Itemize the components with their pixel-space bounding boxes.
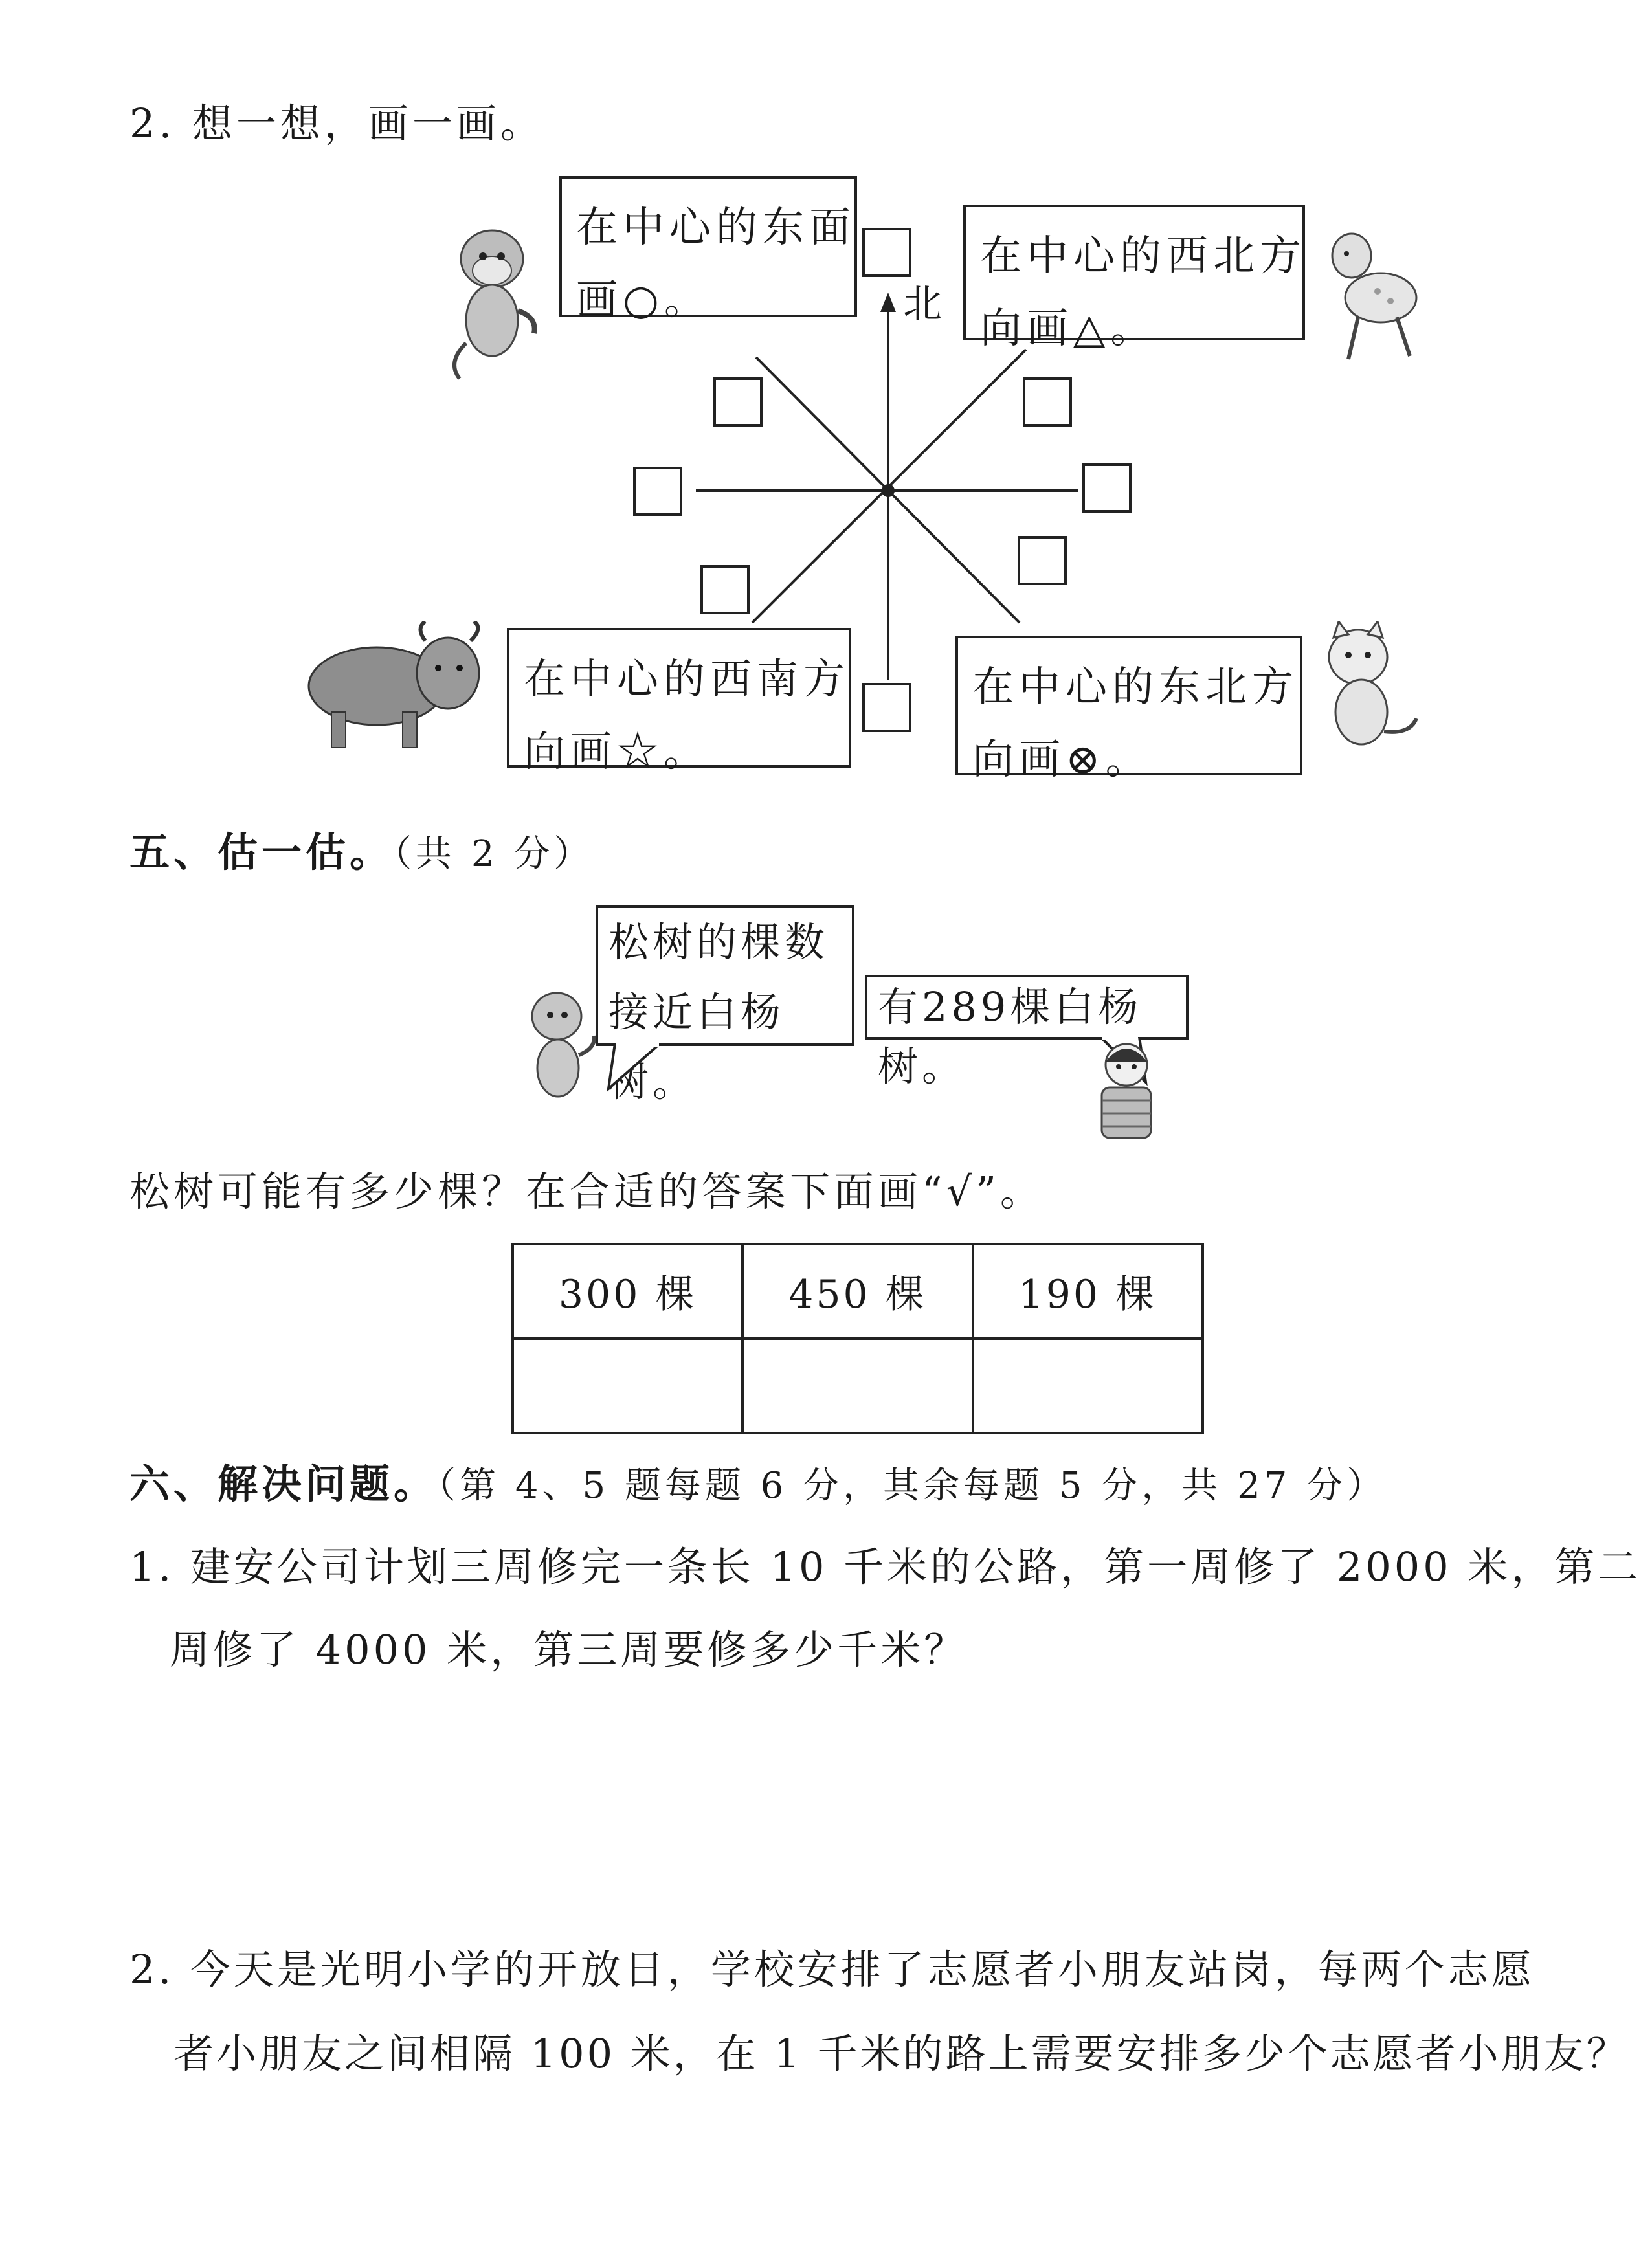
answer-square-southeast[interactable] <box>1018 536 1067 585</box>
instruction-line: 向画⊗。 <box>972 736 1152 784</box>
deer-illustration <box>1313 220 1423 362</box>
table-header-row <box>513 1244 1203 1339</box>
problem-1-line-2: 周修了 4000 米，第三周要修多少千米？ <box>170 1626 968 1673</box>
answer-square-northeast[interactable] <box>1023 377 1072 427</box>
monkey-illustration <box>440 214 544 382</box>
section-6-score: （第 4、5 题每题 6 分，其余每题 5 分，共 27 分） <box>438 1465 1387 1507</box>
answer-cell-300[interactable] <box>513 1339 742 1433</box>
question-2-title: 2. 想一想，画一画。 <box>129 100 544 147</box>
answer-square-west[interactable] <box>633 467 682 516</box>
answer-square-northwest[interactable] <box>713 377 763 427</box>
problem-2-line-1: 2. 今天是光明小学的开放日，学校安排了志愿者小朋友站岗，每两个志愿 <box>129 1946 1535 1993</box>
north-arrow-head <box>880 293 896 312</box>
table-header-cell: 450 棵 <box>742 1244 972 1339</box>
boy-speech-bubble: 有289棵白杨树。 <box>865 975 1189 1040</box>
monkey-bubble-tail <box>602 1043 680 1095</box>
instruction-line: 向画☆。 <box>524 728 710 776</box>
estimate-table <box>511 1243 1204 1434</box>
instruction-box-bottom-left <box>507 628 851 776</box>
answer-square-south[interactable] <box>862 683 911 732</box>
small-monkey-illustration <box>518 984 602 1113</box>
instruction-line: 向画△。 <box>980 305 1157 353</box>
problem-1-line-1: 1. 建安公司计划三周修完一条长 10 千米的公路，第一周修了 2000 米，第二 <box>129 1543 1642 1590</box>
north-label: 北 <box>903 282 946 327</box>
section-5-heading <box>129 829 594 876</box>
table-header-cell: 300 棵 <box>513 1244 742 1339</box>
center-dot <box>882 484 895 497</box>
answer-cell-450[interactable] <box>742 1339 972 1433</box>
section-5-score: （共 2 分） <box>394 833 594 875</box>
section-6-heading <box>129 1460 1387 1508</box>
table-answer-row <box>513 1339 1203 1433</box>
table-header-cell: 190 棵 <box>973 1244 1203 1339</box>
instruction-box-bottom-right <box>955 636 1302 784</box>
instruction-line: 画○。 <box>576 276 711 324</box>
section-6-title: 六、解决问题。 <box>129 1460 438 1508</box>
instruction-box-top-right <box>963 205 1306 353</box>
answer-square-east[interactable] <box>1082 463 1132 513</box>
instruction-line: 在中心的东面 <box>576 204 856 252</box>
instruction-line: 在中心的东北方 <box>972 663 1299 711</box>
ox-illustration <box>299 621 493 751</box>
section-5-question: 松树可能有多少棵？在合适的答案下面画“√”。 <box>129 1168 1044 1215</box>
bubble-line: 松树的棵数 <box>608 919 829 966</box>
instruction-line: 在中心的西南方 <box>524 656 850 704</box>
answer-square-north[interactable] <box>862 228 911 277</box>
answer-cell-190[interactable] <box>973 1339 1203 1433</box>
boy-illustration <box>1088 1036 1165 1139</box>
cat-illustration <box>1313 621 1423 751</box>
monkey-speech-bubble <box>596 905 854 1106</box>
section-5-title: 五、估一估。 <box>129 829 394 876</box>
instruction-line: 在中心的西北方 <box>980 232 1306 280</box>
instruction-box-top-left <box>559 176 857 324</box>
answer-square-southwest[interactable] <box>700 565 750 614</box>
problem-2-line-2: 者小朋友之间相隔 100 米，在 1 千米的路上需要安排多少个志愿者小朋友？ <box>173 2030 1629 2077</box>
bubble-line: 接近白杨树。 <box>608 988 785 1106</box>
